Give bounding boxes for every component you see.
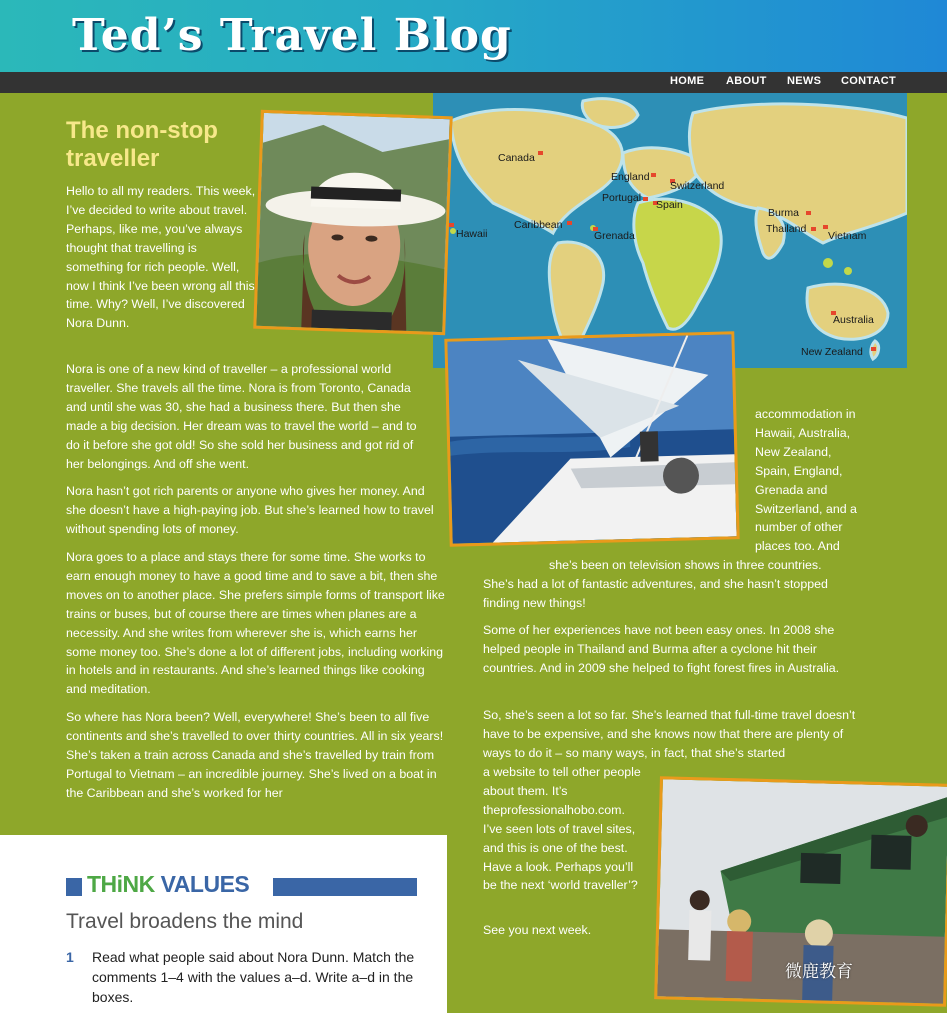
- nav-contact-link[interactable]: CONTACT: [841, 75, 897, 87]
- exercise-number: 1: [66, 949, 74, 965]
- think-label: THiNK: [87, 871, 155, 897]
- watermark: 微鹿教育: [785, 962, 853, 981]
- flag-burma: [806, 211, 811, 215]
- flag-portugal: [643, 197, 648, 201]
- flag-england: [651, 173, 656, 177]
- flag-hawaii: [449, 223, 454, 227]
- article-paragraph-1: Hello to all my readers. This week, I’ve decided to write about travel. Perhaps, like me, you’ve always thought that travelling is something for rich people. Well, now I think I’ve been wrong all this time. Why? Well, I’ve discovered Nora Dunn.: [66, 184, 256, 331]
- indonesia-island: [823, 258, 833, 268]
- nora-portrait-photo: [253, 110, 453, 336]
- think-values-bar-right: [273, 878, 417, 896]
- map-label: Grenada: [594, 230, 635, 242]
- flag-new-zealand: [871, 347, 876, 351]
- map-label: Portugal: [602, 192, 642, 204]
- article-heading: The non-stop traveller: [66, 117, 218, 172]
- map-label: Caribbean: [514, 219, 563, 231]
- map-label: Canada: [498, 152, 535, 164]
- article-paragraph-2: Nora is one of a new kind of traveller – a professional world traveller. She travels all the time. Nora is from Toronto, Canada and until she was 30, she had a business there. But then she made a big decision. Her dream was to travel the world – and to do it before she got old! So she sold her business and got rid of her belongings. And off she went.: [66, 362, 417, 471]
- map-label: Australia: [833, 314, 874, 326]
- nav-about-link[interactable]: ABOUT: [726, 75, 767, 87]
- flag-thailand: [811, 227, 816, 231]
- flag-vietnam: [823, 225, 828, 229]
- australia-shape: [807, 284, 888, 339]
- north-america-shape: [451, 109, 622, 233]
- think-values-bar-left: [66, 878, 82, 896]
- blog-title: Ted’s Travel Blog: [72, 10, 512, 61]
- article-paragraph-10: a website to tell other people about them. It’s theprofessionalhobo.com. I’ve seen lots of travel sites, and this is one of the best. Have a look. Perhaps you’ll be the next ‘world traveller’?: [483, 765, 641, 893]
- exercise-instruction: Read what people said about Nora Dunn. Match the comments 1–4 with the values a–d. Write a–d in the boxes.: [92, 949, 415, 1005]
- portrait-illustration: [256, 113, 449, 332]
- world-map: [433, 93, 907, 368]
- article-paragraph-11: See you next week.: [483, 923, 592, 937]
- map-label: Burma: [768, 207, 799, 219]
- top-nav: [0, 72, 947, 93]
- flag-caribbean: [567, 221, 572, 225]
- values-label: VALUES: [160, 871, 250, 897]
- think-values-title: [87, 871, 249, 898]
- think-values-subtitle: Travel broadens the mind: [66, 910, 304, 933]
- flag-canada: [538, 151, 543, 155]
- article-paragraph-3: Nora hasn’t got rich parents or anyone who gives her money. And she doesn’t have a high-paying job. But she’s learned how to travel without spending lots of money.: [66, 484, 434, 536]
- africa-shape: [634, 199, 721, 329]
- map-label: Switzerland: [670, 180, 725, 192]
- map-label: Hawaii: [456, 228, 488, 240]
- map-label: New Zealand: [801, 346, 863, 358]
- article-paragraph-8: Some of her experiences have not been easy ones. In 2008 she helped people in Thailand and Burma after a cyclone hit their countries. And in 2009 she helped to fight forest fires in Australia.: [483, 623, 840, 675]
- article-paragraph-7: she’s been on television shows in three countries. She’s had a lot of fantastic adventures, and she hasn’t stopped finding new things!: [483, 558, 828, 610]
- map-label: Spain: [656, 199, 683, 211]
- nav-home-link[interactable]: HOME: [670, 75, 705, 87]
- nav-news-link[interactable]: NEWS: [787, 75, 822, 87]
- sailboat-photo: [444, 331, 739, 547]
- article-paragraph-4: Nora goes to a place and stays there for some time. She works to earn enough money to have a good time and to save a bit, then she moves on to another place. She prefers simple forms of transport like trains or buses, but of course there are times when planes are a necessity. And she writes from wherever she is, which earns her some money too. She’s done a lot of different jobs, including working in hotels and in restaurants. And she’s learned things like cooking and meditation.: [66, 550, 445, 697]
- article-paragraph-5: So where has Nora been? Well, everywhere! She’s been to all five continents and she’s travelled to over thirty countries. All in six years! She’s taken a train across Canada and she’s travelled by train from Portugal to Vietnam – an incredible journey. She’s lived on a boat in the Caribbean and she’s worked for her: [66, 710, 444, 800]
- indonesia-island: [844, 267, 852, 275]
- map-label: Vietnam: [828, 230, 867, 242]
- blog-header: [0, 0, 947, 72]
- article-paragraph-6: accommodation in Hawaii, Australia, New Zealand, Spain, England, Grenada and Switzerland, and a number of other places too. And: [755, 407, 857, 554]
- map-label: Thailand: [766, 223, 807, 235]
- sailboat-illustration: [447, 334, 736, 543]
- map-label: England: [611, 171, 650, 183]
- article-paragraph-9: So, she’s seen a lot so far. She’s learned that full-time travel doesn’t have to be expensive, and she knows now that there are plenty of ways to do it – so many ways, in fact, that she’s started: [483, 708, 856, 760]
